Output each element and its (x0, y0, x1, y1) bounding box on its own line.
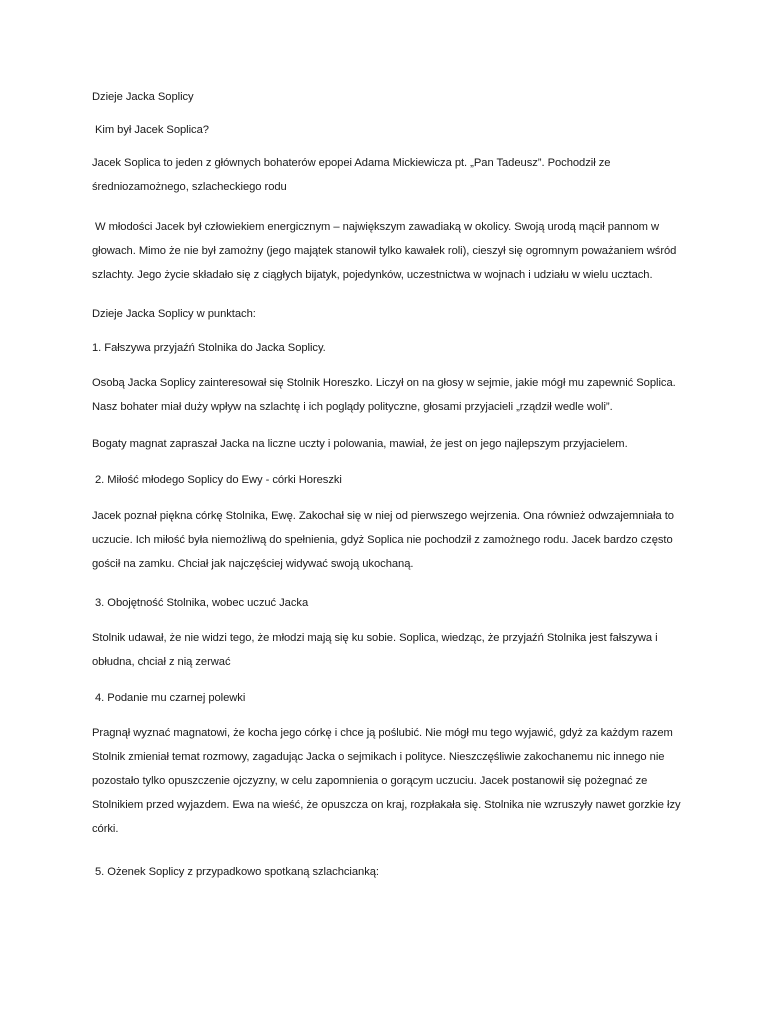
paragraph-line: średniozamożnego, szlacheckiego rodu (92, 181, 287, 193)
document-title (92, 85, 692, 109)
heading-line: 4. Podanie mu czarnej polewki (95, 692, 246, 704)
heading-line: 2. Miłość młodego Soplicy do Ewy - córki Horeszki (95, 474, 342, 486)
point1-paragraph (92, 371, 692, 419)
heading-line: 1. Fałszywa przyjaźń Stolnika do Jacka Soplicy. (92, 342, 326, 354)
point4-paragraph (92, 721, 692, 841)
intro-paragraph (92, 151, 692, 199)
title-line: Dzieje Jacka Soplicy (92, 91, 194, 103)
paragraph-line: Stolnik udawał, że nie widzi tego, że młodzi mają się ku sobie. Soplica, wiedząc, że przyjaźń Stolnika jest fałszywa i (92, 632, 658, 644)
paragraph-line: Osobą Jacka Soplicy zainteresował się Stolnik Horeszko. Liczył on na głosy w sejmie, jakie mógł mu zapewnić Soplica. (92, 377, 676, 389)
point2-paragraph (92, 504, 692, 576)
paragraph-line: córki. (92, 823, 119, 835)
paragraph-line: Stolnikiem przed wyjazdem. Ewa na wieść, że opuszcza on kraj, rozpłakała się. Stolnika nie wzruszyły nawet gorzkie łzy (92, 799, 681, 811)
paragraph-line: W młodości Jacek był człowiekiem energicznym – największym zawadiaką w okolicy. Swoją urodą mącił pannom w (95, 221, 660, 233)
paragraph-line: Bogaty magnat zapraszał Jacka na liczne uczty i polowania, mawiał, że jest on jego najlepszym przyjacielem. (92, 438, 628, 450)
paragraph-line: szlachty. Jego życie składało się z ciągłych bijatyk, pojedynków, uczestnictwa w wojnach i udziału w wielu ucztach. (92, 269, 653, 281)
point1-heading (92, 336, 692, 360)
point4-heading (92, 686, 692, 710)
paragraph-line: Stolnik zmieniał temat rozmowy, zagadując Jacka o sejmikach i polityce. Nieszczęśliwie zakochanemu nic innego nie (92, 751, 665, 763)
point2-heading (92, 468, 692, 492)
heading-line: Dzieje Jacka Soplicy w punktach: (92, 308, 256, 320)
paragraph-line: uczucie. Ich miłość była niemożliwą do spełnienia, gdyż Soplica nie pochodził z zamożnego rodu. Jacek bardzo często (92, 534, 673, 546)
question-line: Kim był Jacek Soplica? (95, 124, 209, 136)
point3-heading (92, 591, 692, 615)
question-heading (92, 118, 692, 142)
paragraph-line: Pragnął wyznać magnatowi, że kocha jego córkę i chce ją poślubić. Nie mógł mu tego wyjawić, gdyż za każdym razem (92, 727, 673, 739)
heading-line: 5. Ożenek Soplicy z przypadkowo spotkaną szlachcianką: (95, 866, 379, 878)
point5-heading (92, 860, 692, 884)
paragraph-line: głowach. Mimo że nie był zamożny (jego majątek stanowił tylko kawałek roli), cieszył się ogromnym poważaniem wśród (92, 245, 677, 257)
point3-paragraph (92, 626, 692, 674)
youth-paragraph (92, 215, 692, 287)
paragraph-line: Jacek Soplica to jeden z głównych bohaterów epopei Adama Mickiewicza pt. „Pan Tadeusz”. Pochodził ze (92, 157, 611, 169)
paragraph-line: Jacek poznał piękna córkę Stolnika, Ewę. Zakochał się w niej od pierwszego wejrzenia. Ona również odwzajemniała to (92, 510, 674, 522)
heading-line: 3. Obojętność Stolnika, wobec uczuć Jacka (95, 597, 309, 609)
paragraph-line: Nasz bohater miał duży wpływ na szlachtę i ich poglądy polityczne, głosami przyjacieli „rządził wedle woli”. (92, 401, 613, 413)
paragraph-line: pozostało tylko opuszczenie ojczyzny, w celu zapomnienia o gorącym uczuciu. Jacek postanowił się pożegnać ze (92, 775, 648, 787)
paragraph-line: obłudna, chciał z nią zerwać (92, 656, 231, 668)
points-heading (92, 302, 692, 326)
point1-paragraph-2 (92, 432, 692, 456)
paragraph-line: gościł na zamku. Chciał jak najczęściej widywać swoją ukochaną. (92, 558, 414, 570)
